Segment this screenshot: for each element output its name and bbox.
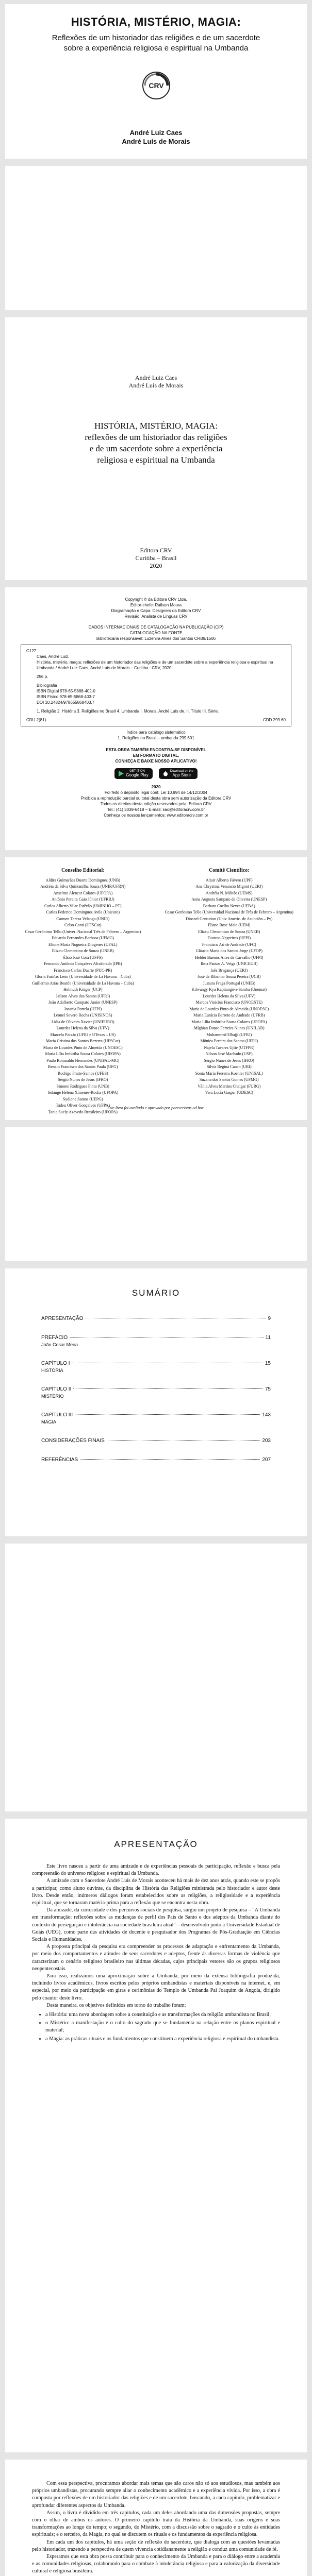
ebook-notice: ESTA OBRA TAMBÉM ENCONTRA-SE DISPONÍVEL bbox=[106, 748, 206, 752]
council-member: Gláucia Maria dos Santos Jorge (UFOP) bbox=[195, 948, 262, 953]
titlepage-title-line: reflexões de um historiador das religiões bbox=[85, 432, 227, 442]
catalog-subjects: 1. Religião 2. História 3. Religiões no Brasil 4. Umbanda I. Morais, André Luís de. II. Título III. Série. bbox=[37, 709, 219, 714]
legal-deposit: Foi feito o depósito legal conf. Lei 10.994 de 14/12/2004 bbox=[104, 790, 208, 795]
council-member: Lourdes Helena da Silva (UFV) bbox=[56, 1026, 109, 1030]
toc-label: PREFÁCIO bbox=[41, 1335, 68, 1341]
crv-logo-icon bbox=[142, 71, 171, 100]
cover-title: HISTÓRIA, MISTÉRIO, MAGIA: bbox=[71, 15, 241, 28]
doi: DOI 10.24824/978655868403.7 bbox=[37, 700, 95, 705]
toc-page-number: 207 bbox=[262, 1457, 271, 1463]
toc-subtitle: João Cesar Mena bbox=[41, 1342, 78, 1347]
objective-item: • a Magia: as práticas rituais e os fundamentos que constituem a experiência religiosa e espiritual do umbandista. bbox=[45, 2036, 280, 2043]
council-member: Rodrigo Pratte-Santos (UFES) bbox=[57, 1071, 108, 1076]
toc-subtitle: MAGIA bbox=[41, 1419, 57, 1425]
paragraph: Esperamos que esta obra possa contribuir para o conhecimento da Umbanda e para o diálogo entre a academia e as comunidades religiosas, colaborando para o combate à intolerância religiosa e para a valorização da diversidade cultural e religiosa brasileira. bbox=[32, 2554, 280, 2574]
council-member: Sérgio Nunes de Jesus (IFRO) bbox=[204, 1058, 254, 1063]
council-member: Suzana dos Santos Gomes (UFMG) bbox=[199, 1077, 259, 1082]
council-member: João Adalberto Campato Junior (UNESP) bbox=[48, 1000, 118, 1005]
toc-entry[interactable] bbox=[5, 1386, 307, 1399]
council-member: Sérgio Nunes de Jesus (IFRO) bbox=[58, 1077, 108, 1082]
toc-page-number: 203 bbox=[262, 1438, 271, 1444]
paragraph: Da amizade, da curiosidade e dos percursos sociais de pesquisa, surgiu um projeto de pesquisa – "A Umbanda em transformação: reflexões sobre as mudanças de perfil dos Pais de Santo e dos adeptos da Umbanda diante do contexto de perseguição e intolerância na sociedade brasileira atual" – desenvolvido junto à Universidade Estadual de Goiás (UEG), como parte das atividades de docente e pesquisador dos Programas de Pós-Graduação em Ciências Sociais e Humanidades. bbox=[32, 1907, 280, 1943]
council-member: Carlos Federico Dominguez Avila (Unieuro) bbox=[46, 910, 120, 914]
council-member: Carlos Alberto Vilar Estêvão (UMINHO – PT) bbox=[44, 903, 122, 908]
council-member: Aldira Guimarães Duarte Domínguez (UNB) bbox=[45, 877, 120, 883]
copyright-page bbox=[5, 587, 307, 850]
council-member: Ana Chrystina Venancio Mignot (UERJ) bbox=[195, 884, 263, 889]
publisher: Editora CRV bbox=[140, 547, 172, 554]
toc-entry[interactable] bbox=[5, 1316, 307, 1321]
index-title: Índice para catálogo sistemático bbox=[126, 730, 186, 735]
council-member: Sonia Maria Ferreira Koehler (UNISAL) bbox=[195, 1071, 263, 1076]
title-page bbox=[5, 317, 307, 580]
editorial-council-title: Conselho Editorial: bbox=[61, 868, 105, 873]
toc-entry[interactable] bbox=[5, 1457, 307, 1463]
council-member: Marcos Vinicius Francisco (UNOESTE) bbox=[195, 1000, 262, 1005]
council-member: Andréia da Silva Quintanilha Sousa (UNIR/UFRN) bbox=[40, 884, 126, 889]
store-name: App Store bbox=[172, 773, 191, 777]
toc-page-number: 11 bbox=[265, 1335, 271, 1341]
council-member: Diosnel Centurion (Univ Americ. de Asunción – Py) bbox=[186, 916, 273, 921]
council-member: Anselmo Alencar Colares (UFOPA) bbox=[53, 890, 113, 895]
toc-label: CONSIDERAÇÕES FINAIS bbox=[41, 1438, 105, 1444]
editor-line: Editor-chefe: Railson Moura bbox=[130, 603, 182, 607]
council-member: Maria Lília Imbiriba Sousa Colares (UFOPA) bbox=[191, 1019, 267, 1024]
paragraph: Em cada um dos capítulos, há uma seção de reflexão do sacerdote, que dialoga com as questões levantadas pelo historiador, trazendo a perspectiva de quem vivencia cotidianamente a religião e conduz uma comunidade de fé. bbox=[32, 2539, 280, 2552]
council-member: Eliane Rose Maio (UEM) bbox=[208, 923, 251, 927]
toc-page-number: 15 bbox=[265, 1361, 271, 1366]
isbn-print: ISBN Físico 978-65-5868-403-7 bbox=[37, 694, 95, 699]
titlepage-title-line: e de um sacerdote sobre a experiência bbox=[89, 444, 223, 453]
cdu: CDU 2(81) bbox=[26, 718, 46, 722]
council-member: Fernando Antônio Gonçalves Alcoforado (IPB) bbox=[43, 961, 122, 966]
council-member: Elione Maria Nogueira Diogenes (UFAL) bbox=[48, 942, 118, 947]
publication-year: 2020 bbox=[150, 562, 162, 569]
catalog-code: C127 bbox=[26, 649, 37, 653]
cip-heading: DADOS INTERNACIONAIS DE CATALOGAÇÃO NA PUBLICAÇÃO (CIP) bbox=[88, 625, 224, 630]
apple-icon bbox=[163, 771, 168, 776]
catalog-entry: Caes, André Luiz. bbox=[37, 654, 70, 659]
copyright-line: Copyright © da Editora CRV Ltda. bbox=[125, 597, 187, 602]
isbn-digital: ISBN Digital 978-65-5868-402-0 bbox=[37, 689, 95, 693]
council-member: Tadeu Oliver Gonçalves (UFPA) bbox=[56, 1103, 110, 1108]
editorial-council-page bbox=[5, 857, 307, 1120]
council-member: Jailson Alves dos Santos (UFRJ) bbox=[56, 993, 110, 998]
council-member: Eduardo Fernandes Barbosa (UFMG) bbox=[52, 936, 114, 940]
council-member: José de Ribamar Sousa Pereira (UCB) bbox=[198, 974, 261, 979]
council-member: Marcelo Paixão (UFRJ e UTexas – US) bbox=[50, 1032, 116, 1037]
store-name: Google Play bbox=[126, 773, 149, 777]
council-member: Maria Lília Imbiriba Sousa Colares (UFOPA) bbox=[45, 1052, 121, 1056]
revision-line: Revisão: Analista de Línguas CRV bbox=[124, 614, 188, 619]
ebook-notice: CONHEÇA E BAIXE NOSSO APLICATIVO! bbox=[115, 759, 197, 764]
council-member: Paulo Romualdo Hernandes (UNIFAL-MG) bbox=[46, 1058, 120, 1063]
council-member: Antônio Pereira Gaio Júnior (UFRRJ) bbox=[51, 897, 114, 902]
cip-librarian: Bibliotecária responsável: Luzenira Alves dos Santos CRB9/1506 bbox=[96, 636, 216, 641]
council-member: Élsio José Corá (UFFS) bbox=[63, 955, 103, 960]
objective-item: • a História: uma nova abordagem sobre a constituição e as transformações da religião umbandista no Brasil; bbox=[45, 2011, 280, 2019]
design-line: Diagramação e Capa: Designers da Editora CRV bbox=[111, 608, 201, 613]
council-member: Maria Eurácia Barreto de Andrade (UFRB) bbox=[193, 1013, 265, 1018]
cdd: CDD 299.60 bbox=[262, 718, 286, 722]
presentation-page bbox=[5, 1819, 307, 2452]
council-member: Najela Tavares Ujiie (UTFPR) bbox=[204, 1045, 255, 1050]
council-member: Guillermo Arias Beatón (Universidade de La Havana – Cuba) bbox=[31, 980, 134, 986]
catalog-entry: História, mistério, magia: reflexões de um historiador das religiões e de um sacerdote sobre a experiência religiosa e espiritual na Umbanda / André Luiz Caes, André Luís de Morais – Curitiba : CRV, 2020. bbox=[37, 660, 273, 670]
council-member: Renato Francisco dos Santos Paula (UFG) bbox=[48, 1064, 118, 1069]
index-item: 1. Religiões no Brasil – umbanda 299.601 bbox=[118, 736, 194, 740]
paragraph: Com essa perspectiva, procuramos abordar mais temas que são caros não só aos estudiosos, mas também aos próprios umbandistas, procurando sempre aliar o conhecimento acadêmico e a experiência vivida. Por isso, a obra é composta por reflexões de um historiador das religiões e de um sacerdote, buscando, a cada capítulo, problematizar e aprofundar diferentes aspectos da Umbanda. bbox=[32, 2481, 280, 2509]
council-member: Maria de Lourdes Pinto de Almeida (UNOESC) bbox=[189, 1006, 269, 1011]
council-member: Gloria Fariñas León (Universidade de La Havana – Cuba) bbox=[35, 974, 131, 979]
paragraph: Assim, o livro é dividido em três capítulos, cada um deles abordando uma das dimensões propostas, sempre com o olhar de ambos os autores. O primeiro capítulo trata da História da Umbanda, suas origens e suas transformações ao longo do tempo; o segundo, do Mistério, com a discussão sobre o sagrado e o culto às entidades espirituais; e o terceiro, da Magia, no qual se discutem os rituais e os fundamentos da experiência religiosa. bbox=[32, 2510, 280, 2538]
council-member: Cesar Gerónimo Tello (Universidad Nacional de Três de Febrero – Argentina) bbox=[165, 910, 293, 914]
editorial-council-column bbox=[14, 868, 152, 1115]
store-caption: Download on the bbox=[170, 770, 193, 773]
council-member: Vera Lucia Gaspar (UDESC) bbox=[205, 1090, 253, 1095]
titlepage-title-line: religiosa e espiritual na Umbanda bbox=[97, 455, 215, 465]
ebook-notice: EM FORMATO DIGITAL. bbox=[133, 753, 179, 758]
website-info: Conheça os nossos lançamentos: www.editoracrv.com.br bbox=[104, 813, 208, 818]
council-member: Elizeu Clementino de Souza (UNEB) bbox=[52, 948, 114, 953]
toc-entry[interactable] bbox=[5, 1361, 307, 1373]
council-member: Helmuth Krüger (UCP) bbox=[63, 987, 103, 992]
toc-entry[interactable] bbox=[5, 1438, 307, 1444]
toc-subtitle: MISTÉRIO bbox=[41, 1394, 64, 1399]
paragraph: Este livro nasceu a partir de uma amizade e de experiências pessoais de participação, reflexão e busca pela compreensão do universo religioso e espiritual da Umbanda. bbox=[32, 1863, 280, 1877]
council-member: Nilson José Machado (USP) bbox=[205, 1052, 253, 1056]
paragraph: Desta maneira, os objetivos definidos em torno do trabalho foram: bbox=[46, 2002, 186, 2008]
council-member: Lourdes Helena da Silva (UFV) bbox=[203, 993, 256, 998]
council-member: Lídia de Oliveira Xavier (UNIEURO) bbox=[51, 1019, 114, 1024]
council-member: Elizeu Clementino de Souza (UNEB) bbox=[198, 929, 260, 934]
toc-subtitle: HISTÓRIA bbox=[41, 1368, 63, 1373]
logo-text: CRV bbox=[148, 81, 164, 90]
presentation-text bbox=[5, 1863, 307, 2043]
presentation-text-continued bbox=[5, 2480, 307, 2576]
council-member: Carmen Tereza Velanga (UNIR) bbox=[56, 916, 110, 921]
toc-label: REFERÊNCIAS bbox=[41, 1457, 78, 1463]
rights-notice: Proibida a reprodução parcial ou total desta obra sem autorização da Editora CRV bbox=[80, 796, 232, 801]
council-member: Altair Alberto Fávero (UPF) bbox=[205, 877, 253, 883]
titlepage-author-2: André Luís de Morais bbox=[128, 382, 184, 389]
catalog-box bbox=[21, 645, 291, 726]
council-member: Simone Rodrigues Pinto (UNB) bbox=[56, 1083, 109, 1089]
blank-page bbox=[5, 1127, 307, 1261]
catalog-entry: 256 p. bbox=[37, 674, 48, 679]
council-member: Silvia Regina Canan (URI) bbox=[206, 1064, 252, 1069]
council-member: Fauston Negreiros (UFPI) bbox=[207, 936, 251, 940]
council-member: Jussara Fraga Portugal (UNEB) bbox=[203, 980, 256, 986]
council-member: Francisco Ari de Andrade (UFC) bbox=[202, 942, 256, 947]
council-member: Anna Augusta Sampaio de Oliveira (UNESP) bbox=[191, 897, 267, 902]
toc-page-number: 9 bbox=[268, 1316, 271, 1321]
toc-page-number: 75 bbox=[265, 1386, 271, 1392]
paragraph: A amizade com o Sacerdote André Luís de Morais aconteceu há mais de dez anos atrás, quando este se propôs a participar, como aluno ouvinte, da disciplina de História das Religiões ministrada pelo historiador e autor deste livro. Desde então, inúmeros diálogos foram estabelecidos sobre as religiões, a religiosidade e a experiência espiritual, que se tornaram matéria-prima para a reflexão que se encontra nesta obra. bbox=[32, 1878, 280, 1906]
toc-label: CAPÍTULO III bbox=[41, 1412, 73, 1418]
rights-notice: Todos os direitos desta edição reservados pela: Editora CRV bbox=[100, 802, 212, 806]
scientific-committee-title: Comitê Científico: bbox=[208, 868, 250, 873]
council-member: Josania Portela (UFPI) bbox=[64, 1006, 102, 1011]
toc-leader-dots bbox=[73, 1388, 263, 1389]
council-member: Celso Conti (UFSCar) bbox=[64, 923, 102, 927]
council-member: Cesar Gerónimo Tello (Univer .Nacional Três de Febrero – Argentina) bbox=[25, 929, 141, 934]
council-member: Helder Buenos Aires de Carvalho (UFPI) bbox=[195, 955, 264, 960]
summary-page bbox=[5, 1268, 307, 1536]
toc-label: APRESENTAÇÃO bbox=[41, 1316, 84, 1321]
app-store-badge[interactable] bbox=[159, 768, 198, 779]
play-icon bbox=[119, 771, 124, 776]
cover-subtitle: Reflexões de um historiador das religiões e de um sacerdote sobre a experiência religiosa e espiritual na Umbanda bbox=[52, 33, 260, 53]
summary-heading: SUMÁRIO bbox=[132, 1288, 180, 1298]
council-member: Maria de Lourdes Pinto de Almeida (UNOESC) bbox=[43, 1045, 123, 1050]
council-member: Mohammed Elhajji (UFRJ) bbox=[206, 1032, 252, 1037]
toc-entry[interactable] bbox=[5, 1412, 307, 1425]
toc-leader-dots bbox=[80, 1459, 260, 1460]
council-member: Francisco Carlos Duarte (PUC-PR) bbox=[54, 968, 112, 973]
council-member: Mônica Pereira dos Santos (UFRJ) bbox=[200, 1039, 258, 1043]
council-member: Andréia N. Militão (UEMS) bbox=[205, 890, 253, 895]
toc-entry[interactable] bbox=[5, 1335, 307, 1347]
cover-author-2: André Luís de Morais bbox=[122, 138, 190, 145]
council-member: Barbara Coelho Neves (UFBA) bbox=[203, 903, 255, 908]
objective-item: • o Mistério: a manifestação e o culto do sagrado que se fundamenta na relação entre os planos espiritual e material; bbox=[45, 2020, 280, 2034]
titlepage-title-line: HISTÓRIA, MISTÉRIO, MAGIA: bbox=[94, 421, 218, 431]
presentation-continued-page bbox=[5, 2460, 307, 2576]
council-member: Kilwangy Kya Kapitango-a-Samba (Unemat) bbox=[191, 987, 267, 992]
toc-label: CAPÍTULO I bbox=[41, 1361, 70, 1366]
council-member: Solange Helena Ximenes-Rocha (UFOPA) bbox=[47, 1090, 119, 1095]
blank-page bbox=[5, 1544, 307, 1811]
contact-info: Tel.: (41) 3039-6418 – E-mail: sac@editoracrv.com.br bbox=[107, 807, 205, 812]
scientific-committee-column bbox=[161, 868, 298, 1115]
paragraph: A proposta principal da pesquisa era compreender os processos de adaptação e enfrentamento da Umbanda, por meio dos comportamentos e atitudes de seus sacerdotes e adeptos, frente às diversas formas de violência que caracterizam o cenário religioso brasileiro nas últimas décadas, cujos principais vetores são os grupos religiosos neopentecostais. bbox=[32, 1944, 280, 1972]
council-member: Míghian Danae Ferreira Nunes (UNILAB) bbox=[193, 1026, 265, 1030]
presentation-heading: APRESENTAÇÃO bbox=[114, 1839, 198, 1849]
toc-page-number: 143 bbox=[262, 1412, 271, 1418]
council-member: Tania Suely Azevedo Brasileiro (UFOPA) bbox=[48, 1109, 118, 1114]
store-caption: GET IT ON bbox=[129, 770, 145, 773]
copyright-year: 2020 bbox=[151, 785, 161, 789]
council-member: Inês Bragança (UERJ) bbox=[210, 968, 248, 973]
blank-page bbox=[5, 166, 307, 310]
cover-author-1: André Luiz Caes bbox=[129, 129, 183, 137]
catalog-entry: Bibliografia bbox=[37, 683, 57, 688]
paragraph: Para isso, realizamos uma aproximação sobre a Umbanda, por meio da extensa bibliografia produzida, incluindo livros acadêmicos, livros escritos pelos próprios umbandistas e materiais disponíveis na internet, e, em especial, por meio da participação em giras e cerimônias do Templo de Umbanda Pai Joaquim de Angola, dirigido pelo coautor deste livro. bbox=[32, 1973, 280, 2001]
council-member: Vânia Alves Martins Chaigar (FURG) bbox=[198, 1083, 261, 1089]
cover-page bbox=[5, 4, 307, 159]
council-member: Ilma Passos A. Veiga (UNICEUB) bbox=[201, 961, 258, 966]
publisher-city: Curitiba – Brasil bbox=[135, 554, 177, 562]
council-member: Sydione Santos (UEPG) bbox=[62, 1096, 103, 1101]
toc-label: CAPÍTULO II bbox=[41, 1386, 72, 1392]
council-member: Maria Cristina dos Santos Bezerra (UFSCar) bbox=[46, 1039, 120, 1043]
council-member: Leonel Severo Rocha (UNISINOS) bbox=[53, 1013, 112, 1018]
google-play-badge[interactable] bbox=[114, 768, 153, 779]
peer-review-note: Este livro foi avaliado e aprovado por pareceristas ad hoc. bbox=[107, 1106, 205, 1110]
toc-leader-dots bbox=[75, 1414, 260, 1415]
titlepage-author-1: André Luiz Caes bbox=[135, 374, 177, 381]
cip-heading: CATALOGAÇÃO NA FONTE bbox=[129, 631, 183, 635]
